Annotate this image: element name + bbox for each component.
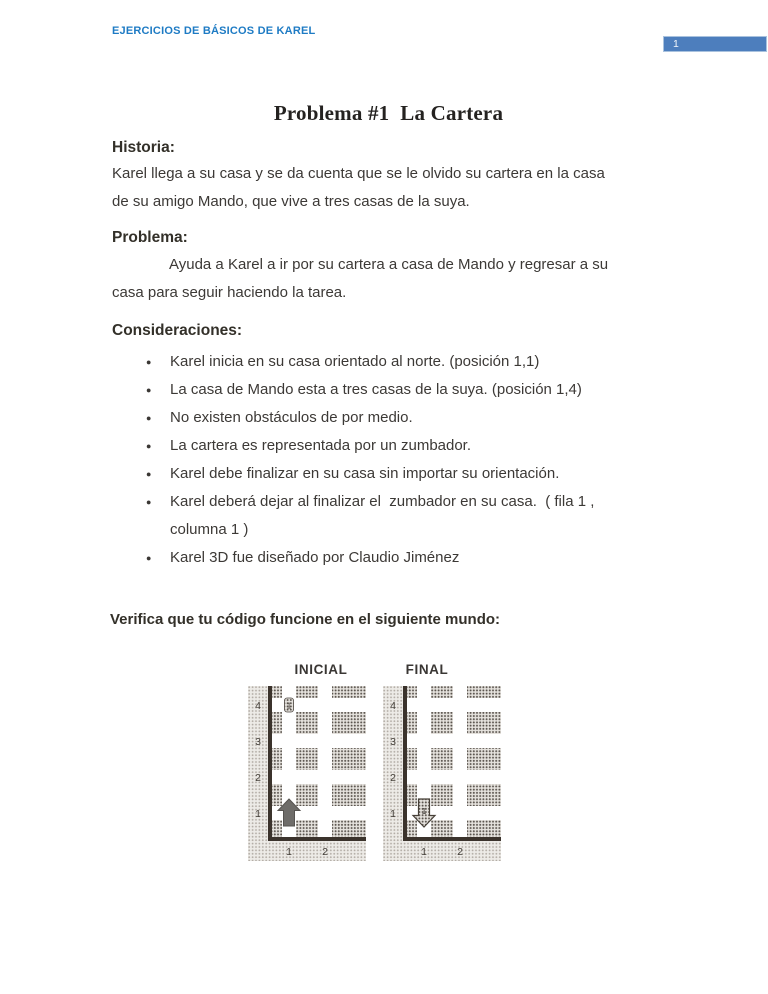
- list-item: [112, 460, 665, 488]
- col-label: 1: [421, 846, 427, 858]
- heading-consideraciones: Consideraciones:: [112, 322, 243, 339]
- page-number: 1: [673, 38, 679, 50]
- paragraph-historia: [112, 160, 665, 216]
- list-item-text: ● No existen obstáculos de por medio.: [170, 409, 413, 426]
- karel-world-inicial: [248, 686, 366, 861]
- list-item: [112, 404, 665, 432]
- south-wall: [268, 837, 366, 841]
- list-item: [112, 348, 665, 376]
- col-label-margin: [403, 841, 501, 861]
- list-item-text: ● Karel inicia en su casa orientado al norte. (posición 1,1): [170, 353, 540, 370]
- zumbador-count: 1: [286, 701, 292, 711]
- row-label: 4: [255, 700, 261, 712]
- problema-line: Ayuda a Karel a ir por su cartera a casa de Mando y regresar a su: [169, 256, 609, 273]
- row-label: 3: [255, 736, 261, 748]
- list-item: [112, 432, 665, 460]
- consideraciones-list: [112, 348, 665, 572]
- page-number-badge: [663, 36, 767, 52]
- heading-problema: Problema:: [112, 229, 188, 246]
- row-label: 2: [390, 772, 396, 784]
- west-wall: [268, 686, 272, 841]
- zumbador-count: 1: [421, 806, 427, 816]
- zumbador-marker: [285, 698, 294, 712]
- row-label: 1: [390, 808, 396, 820]
- list-item: [112, 488, 665, 544]
- paragraph-problema: [112, 251, 665, 307]
- verify-instruction: Verifica que tu código funcione en el siguiente mundo:: [110, 611, 501, 628]
- list-item-text: ● La casa de Mando esta a tres casas de la suya. (posición 1,4): [170, 381, 582, 398]
- south-wall: [403, 837, 501, 841]
- historia-line: de su amigo Mando, que vive a tres casas de la suya.: [112, 193, 470, 210]
- col-label: 1: [286, 846, 292, 858]
- list-item-text: ● Karel deberá dejar al finalizar el zumbador en su casa. ( fila 1 ,: [170, 493, 595, 510]
- world-label-inicial: INICIAL: [294, 662, 348, 677]
- list-item-text: ● La cartera es representada por un zumbador.: [170, 437, 472, 454]
- row-label: 4: [390, 700, 396, 712]
- west-wall: [403, 686, 407, 841]
- list-item: [112, 376, 665, 404]
- col-label: 2: [322, 846, 328, 858]
- col-label-margin: [268, 841, 366, 861]
- row-label: 2: [255, 772, 261, 784]
- row-label: 3: [390, 736, 396, 748]
- historia-line: Karel llega a su casa y se da cuenta que se le olvido su cartera en la casa: [112, 165, 605, 182]
- row-label: 1: [255, 808, 261, 820]
- karel-world-final: [383, 686, 501, 861]
- list-item-text: columna 1 ): [170, 521, 249, 538]
- list-item-text: ● Karel 3D fue diseñado por Claudio Jiménez: [170, 549, 460, 566]
- problema-line: casa para seguir haciendo la tarea.: [112, 284, 347, 301]
- page-header-title: EJERCICIOS DE BÁSICOS DE KAREL: [112, 25, 316, 37]
- list-item-text: ● Karel debe finalizar en su casa sin importar su orientación.: [170, 465, 560, 482]
- list-item: [112, 544, 665, 572]
- doc-title: Problema #1 La Cartera: [273, 101, 504, 125]
- col-label: 2: [457, 846, 463, 858]
- world-label-final: FINAL: [405, 662, 449, 677]
- heading-historia: Historia:: [112, 139, 175, 156]
